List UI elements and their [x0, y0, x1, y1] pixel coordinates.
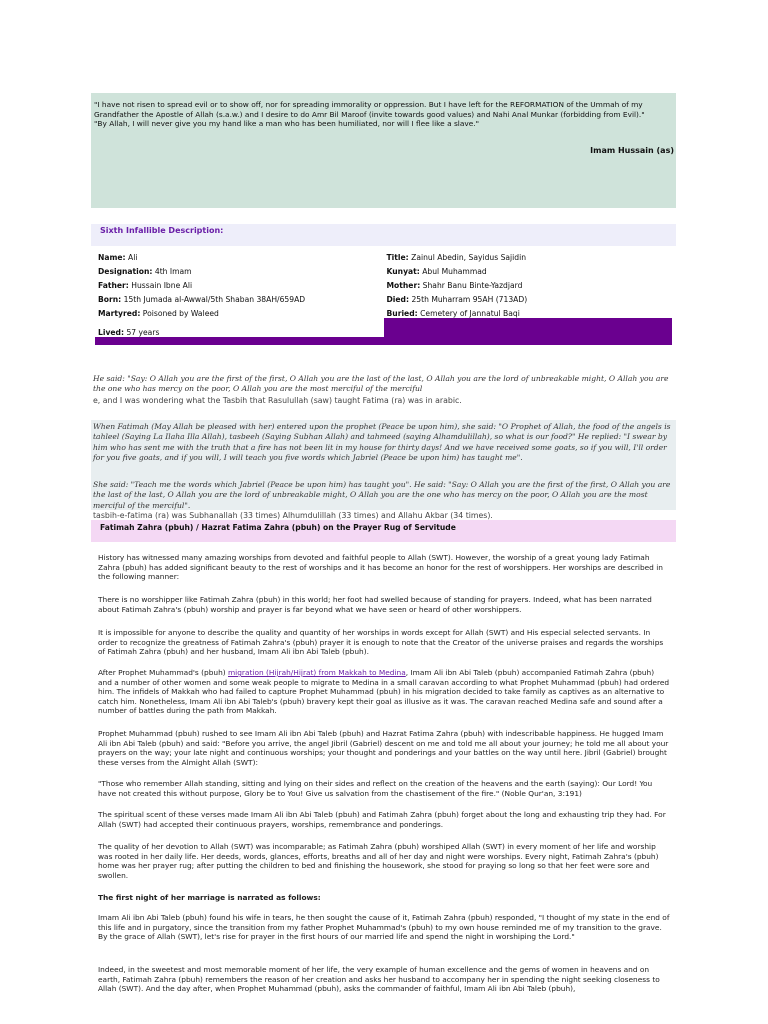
purple-divider: [95, 337, 384, 345]
paragraph-9: [98, 893, 670, 903]
quote-line-1: "I have not risen to spread evil or to show off, nor for spreading immorality or oppression. But I have left for the REFORMATION of the Ummah of my Grandfather the Apostle of Allah (s.a.w.) and I desire to do Amr Bil Maroof (invite towards good values) and Nahi Anal Munkar (forbidding from Evil).": [94, 100, 645, 119]
tasbih-italic-3: She said: "Teach me the words which Jabriel (Peace be upon him) has taught you". He said: "Say: O Allah you are the first of the first, O Allah you are the last of the last, O Allah you are the lord of unbreakable might, O Allah you are the one who has mercy on the poor, O Allah you are the most merciful of the merciful".: [93, 480, 671, 510]
tasbih-italic-1: He said: "Say: O Allah you are the first of the first, O Allah you are the last of the last, O Allah you are the lord of unbreakable might, O Allah you are the one who has mercy on the poor, O Allah you are the most merciful of the merciful: [93, 374, 669, 394]
father-label: Father:: [98, 281, 129, 290]
tasbih-italic-2: When Fatimah (May Allah be pleased with her) entered upon the prophet (Peace be upon him), she said: "O Prophet of Allah, the food of the angels is tahleel (Saying La Ilaha Illa Allah), tasbeeh (Saying Subhan Allah) and tahmeed (saying Alhamdulillah), so what is our food?" He replied: "I swear by him who has sent me with the truth that a fire has not been lit in my house for thirty days! And we have received some goats, so if you will, I'll order for you five goats, and if you will, I will teach you five words which Jabriel (Peace be upon him) has taught me".: [93, 422, 671, 463]
quote-author: Imam Hussain (as): [590, 146, 674, 155]
quote-line-2: "By Allah, I will never give you my hand like a man who has been humiliated, nor will I flee like a slave.": [94, 119, 480, 129]
marriage-heading: The first night of her marriage is narrated as follows:: [98, 893, 321, 902]
paragraph-8: The quality of her devotion to Allah (SWT) was incomparable; as Fatimah Zahra (pbuh) worshiped Allah (SWT) in every moment of her life and worship was rooted in her daily life. Her deeds, words, glances, efforts, breaths and all of her day and night were worships. Every night, Fatimah Zahra's (pbuh) home was her prayer rug; after putting the children to bed and finishing the housework, she stood for praying so long so that her feet were sore and swollen.: [98, 842, 659, 880]
buried-label: Buried:: [386, 309, 418, 318]
designation-value: 4th Imam: [154, 267, 192, 276]
kunyat-value: Abul Muhammad: [422, 267, 487, 276]
martyred-label: Martyred:: [98, 309, 141, 318]
tasbih-plain-2: tasbih-e-fatima (ra) was Subhanallah (33 times) Alhumdulillah (33 times) and Allahu Akbar (34 times).: [93, 511, 493, 520]
father-value: Hussain Ibne Ali: [131, 281, 193, 290]
died-label: Died:: [386, 295, 410, 304]
designation-label: Designation:: [98, 267, 153, 276]
name-label: Name:: [98, 253, 126, 262]
paragraph-6: "Those who remember Allah standing, sitting and lying on their sides and reflect on the creation of the heavens and the earth (saying): Our Lord! You have not created this without purpose, Glory be to You! Give us salvation from the chastisement of the fire." (Noble Qur'an, 3:191): [98, 779, 653, 798]
born-label: Born:: [98, 295, 122, 304]
martyred-value: Poisoned by Waleed: [142, 309, 219, 318]
buried-value: Cemetery of Jannatul Baqi: [420, 309, 520, 318]
sixth-infallible-title: Sixth Infallible Description:: [100, 226, 224, 235]
paragraph-4-text: After Prophet Muhammad's (pbuh): [98, 668, 228, 677]
paragraph-7: The spiritual scent of these verses made Imam Ali ibn Abi Taleb (pbuh) and Fatimah Zahra (pbuh) forget about the long and exhausting trip they had. For Allah (SWT) had accepted their continuous prayers, worships, remembrance and ponderings.: [98, 810, 666, 829]
title-label: Title:: [386, 253, 409, 262]
section-title: Fatimah Zahra (pbuh) / Hazrat Fatima Zahra (pbuh) on the Prayer Rug of Servitude: [100, 523, 456, 532]
paragraph-4-text: , Imam Ali ibn Abi Taleb (pbuh) accompanied Fatimah Zahra (pbuh) and a number of other women and some weak people to migrate to Medina in a small caravan according to what Prophet Muhammad (pbuh) had ordered him. The infidels of Makkah who had failed to capture Prophet Muhammad (pbuh) in his migration decided to take family as captives as an alternative to catch him. Nonetheless, Imam Ali ibn Abi Taleb's (pbuh) bravery kept their goal as illusive as it was. The caravan reached Medina safe and sound after a number of battles during the path from Makkah.: [98, 668, 670, 716]
name-value: Ali: [128, 253, 138, 262]
paragraph-1: History has witnessed many amazing worships from devoted and faithful people to Allah (SWT). However, the worship of a great young lady Fatimah Zahra (pbuh) has added significant beauty to the rest of worships and it has become an honor for the rest of worshippers. Her worships are described in the following manner:: [98, 553, 663, 582]
kunyat-label: Kunyat:: [386, 267, 420, 276]
died-value: 25th Muharram 95AH (713AD): [411, 295, 528, 304]
lived-label: Lived:: [98, 328, 125, 337]
migration-link[interactable]: migration (Hijrah/Hijrat) from Makkah to Medina: [227, 668, 406, 677]
info-row: [95, 293, 672, 307]
mother-value: Shahr Banu Binte-Yazdjard: [422, 281, 523, 290]
paragraph-5: Prophet Muhammad (pbuh) rushed to see Imam Ali ibn Abi Taleb (pbuh) and Hazrat Fatima Zahra (pbuh) with indescribable happiness. He hugged Imam Ali ibn Abi Taleb (pbuh) and said: "Before you arrive, the angel Jibril (Gabriel) descent on me and told me all about your journey; he told me all about your prayers on the way; your late night and continuous worships; your thought and ponderings and your battles on the way until here. Jibril (Gabriel) brought these verses from the Almight Allah (SWT):: [98, 729, 669, 767]
quote-text: [94, 100, 672, 129]
mother-label: Mother:: [386, 281, 421, 290]
paragraph-2: There is no worshipper like Fatimah Zahra (pbuh) in this world; her foot had swelled because of standing for prayers. Indeed, what has been narrated about Fatimah Zahra's (pbuh) worship and prayer is far beyond what we have seen or heard of other worshippers.: [98, 595, 652, 614]
info-row: [95, 279, 672, 293]
paragraph-10: Imam Ali ibn Abi Taleb (pbuh) found his wife in tears, he then sought the cause of it, Fatimah Zahra (pbuh) responded, "I thought of my state in the end of this life and in purgatory, since the transition from my father Prophet Muhammad's (pbuh) to my own house reminded me of my transition to the grave. By the grace of Allah (SWT), let's rise for prayer in the first hours of our married life and spend the night in worshiping the Lord.": [98, 913, 670, 942]
lived-value: 57 years: [126, 328, 160, 337]
purple-block: [384, 318, 672, 345]
paragraph-3: It is impossible for anyone to describe the quality and quantity of her worships in words except for Allah (SWT) and His especial selected servants. In order to recognize the greatness of Fatimah Zahra's (pbuh) prayer it is enough to note that the Creator of the universe praises and regards the worships of Fatimah Zahra (pbuh) and her husband, Imam Ali ibn Abi Taleb (pbuh).: [98, 628, 664, 657]
info-row: [95, 251, 672, 265]
paragraph-11: Indeed, in the sweetest and most memorable moment of her life, the very example of human excellence and the gems of women in heavens and on earth, Fatimah Zahra (pbuh) remembers the reason of her creation and asks her husband to accompany her in spending the night seeking closeness to Allah (SWT). And the day after, when Prophet Muhammad (pbuh), asks the commander of faithful, Imam Ali ibn Abi Taleb (pbuh),: [98, 965, 660, 994]
title-value: Zainul Abedin, Sayidus Sajidin: [411, 253, 527, 262]
tasbih-plain-1: e, and I was wondering what the Tasbih that Rasulullah (saw) taught Fatima (ra) was in arabic.: [93, 396, 462, 405]
paragraph-4: [98, 668, 670, 716]
info-row: [95, 265, 672, 279]
born-value: 15th Jumada al-Awwal/5th Shaban 38AH/659AD: [123, 295, 306, 304]
